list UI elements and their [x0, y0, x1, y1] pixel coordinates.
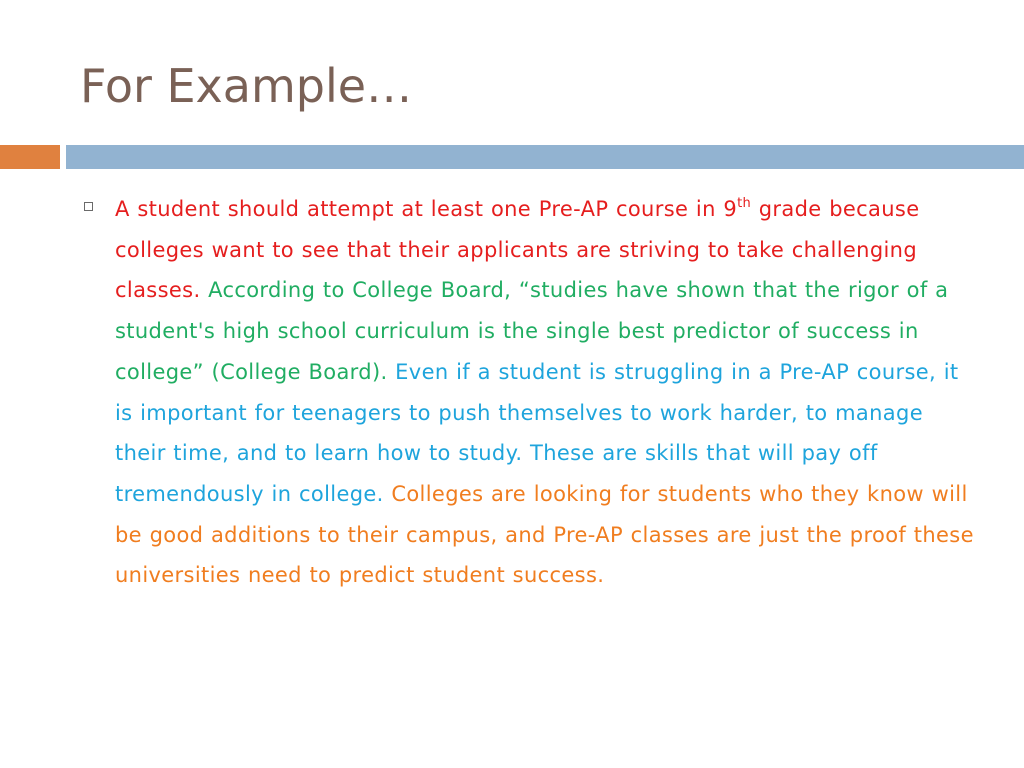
- text-segment-orange: Colleges are looking for students who they know will be good additions to their campus, and Pre-AP classes are just the proof these universities need to predict student success.: [115, 481, 974, 588]
- text-segment-green: According to College Board, “studies have shown that the rigor of a student's high school curriculum is the single best predictor of success in college” (College Board).: [115, 278, 949, 384]
- bullet-paragraph: [115, 189, 975, 596]
- accent-bar-orange: [0, 145, 60, 169]
- red-text-after-superscript: grade because colleges want to see that their applicants are striving to take challenging classes.: [115, 197, 920, 303]
- slide-title: For Example…: [80, 59, 413, 113]
- hollow-square-bullet-icon: [84, 202, 93, 211]
- ordinal-superscript: th: [737, 196, 752, 211]
- text-segment-blue: Even if a student is struggling in a Pre-AP course, it is important for teenagers to push themselves to work harder, to manage their time, and to learn how to study. These are skills that will pay off tremendously in college.: [115, 359, 959, 506]
- red-text-before-superscript: A student should attempt at least one Pre-AP course in 9: [115, 197, 738, 221]
- accent-bar-blue: [66, 145, 1024, 169]
